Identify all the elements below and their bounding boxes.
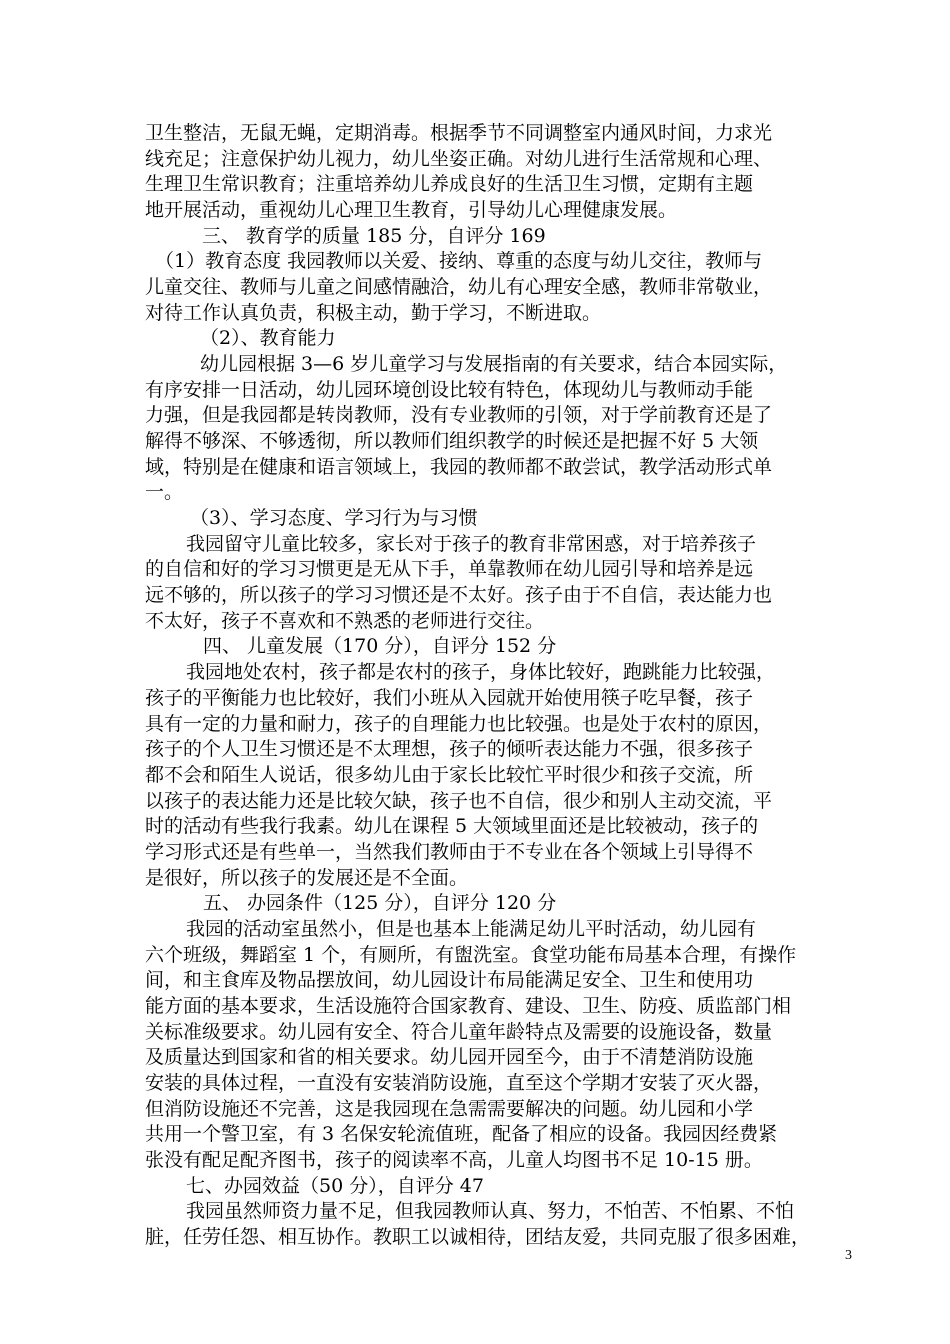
text-line: 儿童交往、教师与儿童之间感情融洽，幼儿有心理安全感，教师非常敬业， xyxy=(145,276,773,298)
section-heading: 四、 儿童发展（170 分），自评分 152 分 xyxy=(203,635,557,657)
text-line: 的自信和好的学习习惯更是无从下手，单靠教师在幼儿园引导和培养是远 xyxy=(145,558,754,580)
text-line: 六个班级，舞蹈室 1 个，有厕所，有盥洗室。食堂功能布局基本合理，有操作 xyxy=(145,944,797,966)
text-line: 生理卫生常识教育；注重培养幼儿养成良好的生活卫生习惯，定期有主题 xyxy=(145,173,754,195)
text-line: 线充足；注意保护幼儿视力，幼儿坐姿正确。对幼儿进行生活常规和心理、 xyxy=(145,148,773,170)
text-line: 解得不够深、不够透彻，所以教师们组织教学的时候还是把握不好 5 大领 xyxy=(145,430,759,452)
text-line: 但消防设施还不完善，这是我园现在急需需要解决的问题。幼儿园和小学 xyxy=(145,1098,754,1120)
text-line: 我园的活动室虽然小，但是也基本上能满足幼儿平时活动，幼儿园有 xyxy=(186,918,757,940)
text-line: 卫生整洁，无鼠无蝇，定期消毒。根据季节不同调整室内通风时间，力求光 xyxy=(145,122,773,144)
text-line: 一。 xyxy=(145,481,184,503)
text-line: 安装的具体过程，一直没有安装消防设施，直至这个学期才安装了灭火器， xyxy=(145,1072,773,1094)
text-line: 间，和主食库及物品摆放间，幼儿园设计布局能满足安全、卫生和使用功 xyxy=(145,969,754,991)
text-line: 共用一个警卫室，有 3 名保安轮流值班，配备了相应的设备。我园因经费紧 xyxy=(145,1123,778,1145)
text-line: 具有一定的力量和耐力，孩子的自理能力也比较强。也是处于农村的原因， xyxy=(145,713,773,735)
section-heading: 五、 办园条件（125 分），自评分 120 分 xyxy=(203,892,557,914)
text-line: 地开展活动，重视幼儿心理卫生教育，引导幼儿心理健康发展。 xyxy=(145,199,678,221)
text-line: （1）教育态度 我园教师以关爱、接纳、尊重的态度与幼儿交往，教师与 xyxy=(155,250,763,272)
text-line: 远不够的，所以孩子的学习习惯还是不太好。孩子由于不自信，表达能力也 xyxy=(145,584,773,606)
text-line: 学习形式还是有些单一，当然我们教师由于不专业在各个领域上引导得不 xyxy=(145,841,754,863)
text-line: 力强，但是我园都是转岗教师，没有专业教师的引领，对于学前教育还是了 xyxy=(145,404,773,426)
text-line: 及质量达到国家和省的相关要求。幼儿园开园至今，由于不清楚消防设施 xyxy=(145,1046,754,1068)
text-line: 孩子的个人卫生习惯还是不太理想，孩子的倾听表达能力不强，很多孩子 xyxy=(145,738,754,760)
text-line: 有序安排一日活动，幼儿园环境创设比较有特色，体现幼儿与教师动手能 xyxy=(145,379,754,401)
text-line: 以孩子的表达能力还是比较欠缺，孩子也不自信，很少和别人主动交流，平 xyxy=(145,790,773,812)
text-line: 脏，任劳任怨、相互协作。教职工以诚相待，团结友爱，共同克服了很多困难， xyxy=(145,1226,811,1248)
text-line: 我园虽然师资力量不足，但我园教师认真、努力，不怕苦、不怕累、不怕 xyxy=(186,1200,795,1222)
text-line: 孩子的平衡能力也比较好，我们小班从入园就开始使用筷子吃早餐，孩子 xyxy=(145,687,754,709)
section-heading: 七、办园效益（50 分），自评分 47 xyxy=(186,1175,484,1197)
text-line: 张没有配足配齐图书，孩子的阅读率不高，儿童人均图书不足 10-15 册。 xyxy=(145,1149,763,1171)
text-line: 幼儿园根据 3—6 岁儿童学习与发展指南的有关要求，结合本园实际， xyxy=(200,353,788,375)
subsection-heading: （2）、教育能力 xyxy=(200,327,336,349)
section-heading: 三、 教育学的质量 185 分，自评分 169 xyxy=(202,225,546,247)
text-line: 对待工作认真负责，积极主动，勤于学习，不断进取。 xyxy=(145,302,602,324)
text-line: 时的活动有些我行我素。幼儿在课程 5 大领域里面还是比较被动，孩子的 xyxy=(145,815,759,837)
text-line: 我园留守儿童比较多，家长对于孩子的教育非常困惑，对于培养孩子 xyxy=(186,533,757,555)
text-line: 能方面的基本要求，生活设施符合国家教育、建设、卫生、防疫、质监部门相 xyxy=(145,995,792,1017)
page-number: 3 xyxy=(845,1248,852,1263)
text-line: 是很好，所以孩子的发展还是不全面。 xyxy=(145,867,469,889)
text-line: 都不会和陌生人说话，很多幼儿由于家长比较忙平时很少和孩子交流，所 xyxy=(145,764,754,786)
text-line: 我园地处农村，孩子都是农村的孩子，身体比较好，跑跳能力比较强， xyxy=(186,661,776,683)
text-line: 关标准级要求。幼儿园有安全、符合儿童年龄特点及需要的设施设备，数量 xyxy=(145,1021,773,1043)
text-line: 不太好，孩子不喜欢和不熟悉的老师进行交往。 xyxy=(145,610,545,632)
text-line: 域，特别是在健康和语言领域上，我园的教师都不敢尝试，教学活动形式单 xyxy=(145,456,773,478)
subsection-heading: （3）、学习态度、学习行为与习惯 xyxy=(190,507,478,529)
